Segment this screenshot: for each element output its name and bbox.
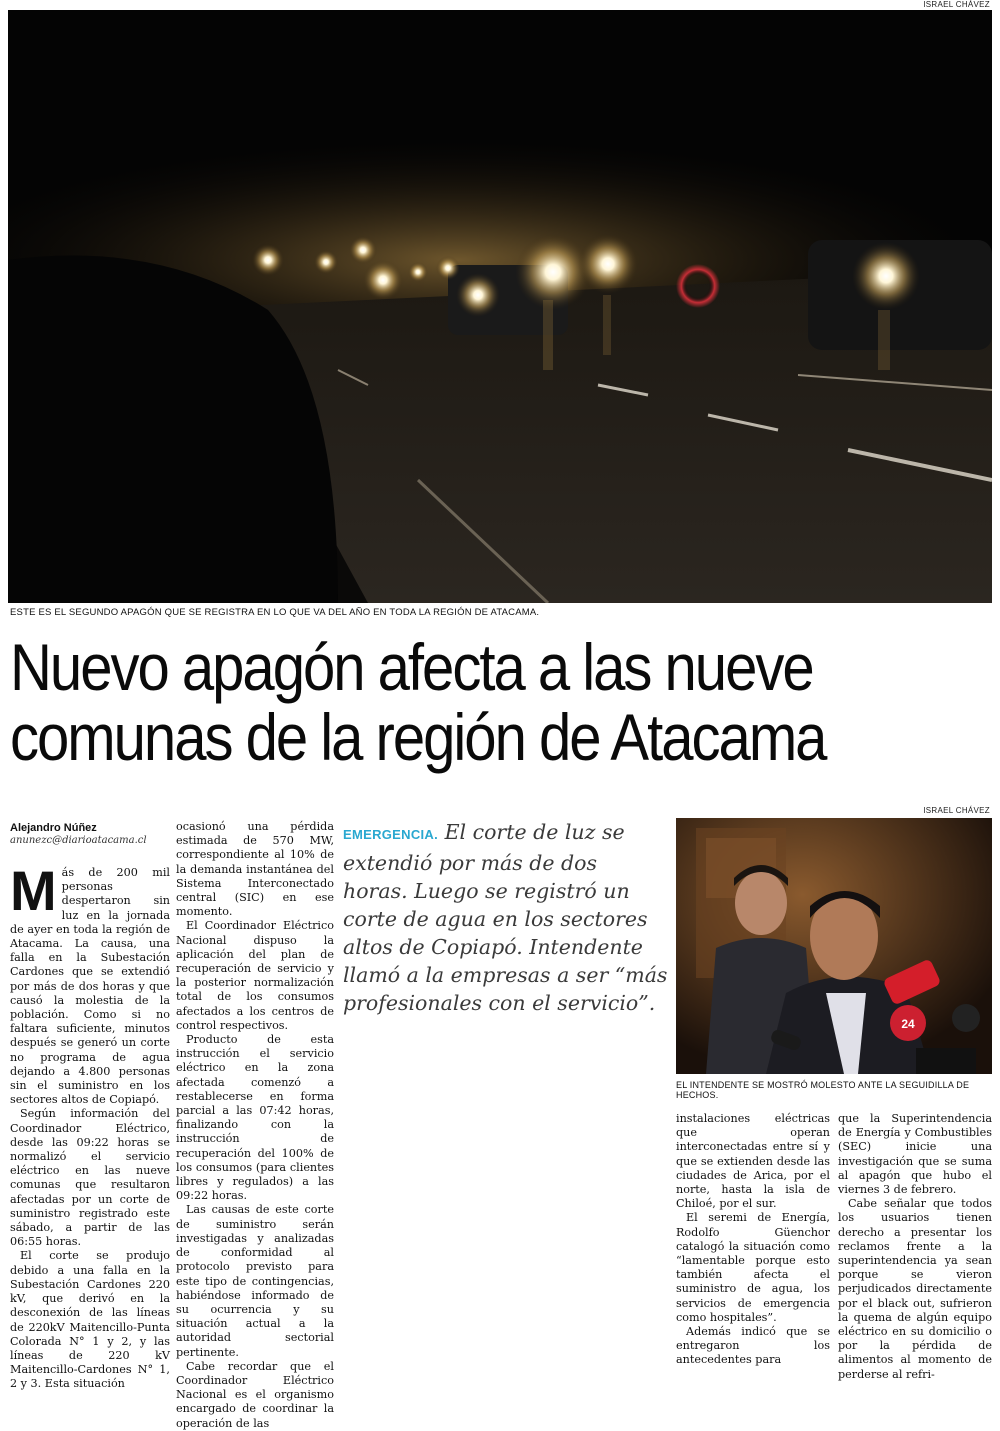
lead-text: El corte de luz se extendió por más de dos horas. Luego se registró un corte de agua en los sectores altos de Copiapó. Intendente llamó a la empresas a ser “más profesionales con el servicio”. (343, 820, 668, 1015)
article-paragraph: Las causas de este corte de suministro serán investigadas y analizadas de conformidad al protocolo previsto para este tipo de contingencias, habiéndose informado de su ocurrencia y su situación actual a la autoridad sectorial pertinente. (176, 1203, 334, 1359)
author-email: anunezc@diarioatacama.cl (10, 835, 147, 846)
dropcap: M (10, 859, 57, 922)
intendente-photo-caption: EL INTENDENTE SE MOSTRÓ MOLESTO ANTE LA SEGUIDILLA DE HECHOS. (676, 1080, 970, 1100)
article-paragraph: Además indicó que se entregaron los antecedentes para (676, 1325, 830, 1367)
article-column-3 (676, 1112, 830, 1368)
mic-label: 24 (901, 1017, 915, 1031)
headline-line-1: Nuevo apagón afecta a las nueve (10, 630, 813, 704)
article-paragraph: El seremi de Energía, Rodolfo Güenchor catalogó la situación como “lamentable porque esto también afecta el suministro de agua, los servicios de emergencia como hospitales”. (676, 1211, 830, 1324)
article-paragraph: Cabe recordar que el Coordinador Eléctrico Nacional es el organismo encargado de coordinar la operación de las (176, 1359, 334, 1430)
headline (10, 632, 877, 772)
article-paragraph: Más de 200 mil personas despertaron sin luz en la jornada de ayer en toda la región de Atacama. La causa, una falla en la Subestación Cardones que se extendió por más de dos horas y que causó la molestia de la población. Como si no faltara suficiente, minutos después se generó un corte no programa de agua dejando a 4.800 personas sin el suministro en los sectores altos de Copiapó. (10, 859, 170, 1107)
lead-kicker: EMERGENCIA. (343, 827, 439, 842)
article-paragraph: que la Superintendencia de Energía y Combustibles (SEC) inicie una investigación que se suma al apagón que hubo el viernes 3 de febrero. (838, 1112, 992, 1197)
article-paragraph: El Coordinador Eléctrico Nacional dispuso la aplicación del plan de recuperación de servicio y la posterior normalización total de los consumos afectados a los centros de control respectivos. (176, 919, 334, 1032)
byline (10, 822, 170, 846)
photo-credit-two: ISRAEL CHÁVEZ (923, 806, 990, 815)
article-paragraph: Según información del Coordinador Eléctrico, desde las 09:22 horas se normalizó el servicio eléctrico en las nueve comunas que resultaron afectadas por un corte de suministro registrado este sábado, a partir de las 06:55 horas. (10, 1107, 170, 1249)
author-name: Alejandro Núñez (10, 822, 97, 834)
article-column-1 (10, 859, 170, 1392)
headline-line-2: comunas de la región de Atacama (10, 700, 826, 774)
main-photo (8, 10, 992, 603)
article-paragraph: ocasionó una pérdida estimada de 570 MW, correspondiente al 10% de la demanda instantánea del Sistema Interconectado central (SIC) en ese momento. (176, 820, 334, 919)
night-road-image (8, 10, 992, 603)
article-paragraph: instalaciones eléctricas que operan interconectadas entre sí y que se extienden desde las ciudades de Arica, por el norte, hasta la isla de Chiloé, por el sur. (676, 1112, 830, 1211)
photo-credit-main: ISRAEL CHÁVEZ (923, 0, 990, 9)
article-column-2 (176, 820, 334, 1431)
article-paragraph: Cabe señalar que todos los usuarios tienen derecho a presentar los reclamos frente a la superintendencia ya sean porque se vieron perjudicados directamente por el black out, sufrieron la quema de algún equipo eléctrico en su domicilio o por la pérdida de alimentos al momento de perderse al refri- (838, 1197, 992, 1381)
article-paragraph: Producto de esta instrucción el servicio eléctrico en la zona afectada comenzó a restablecerse en forma parcial a las 07:42 horas, finalizando con la instrucción de recuperación del 100% de los consumos (para clientes libres y regulados) a las 09:22 horas. (176, 1033, 334, 1203)
article-paragraph: El corte se produjo debido a una falla en la Subestación Cardones 220 kV, que derivó en la desconexión de las líneas de 220kV Maitencillo-Punta Colorada N° 1 y 2, y las líneas de 220 kV Maitencillo-Cardones N° 1, 2 y 3. Esta situación (10, 1249, 170, 1391)
article-column-4 (838, 1112, 992, 1382)
main-photo-caption: ESTE ES EL SEGUNDO APAGÓN QUE SE REGISTRA EN LO QUE VA DEL AÑO EN TODA LA REGIÓN DE ATACAMA. (10, 607, 540, 618)
lead-summary (343, 818, 668, 1017)
press-scene-image (676, 818, 992, 1074)
intendente-photo (676, 818, 992, 1074)
